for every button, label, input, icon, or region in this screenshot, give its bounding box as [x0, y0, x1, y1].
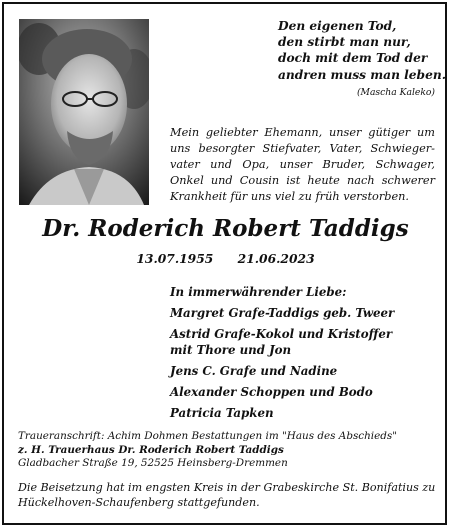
- mourner-entry: Patricia Tapken: [170, 406, 274, 420]
- address-line: Traueranschrift: Achim Dohmen Bestattungen im "Haus des Abschieds": [18, 430, 398, 442]
- quote-line: andren muss man leben.: [278, 67, 446, 82]
- portrait-image: [19, 19, 149, 205]
- address-line: z. H. Trauerhaus Dr. Roderich Robert Taddigs: [18, 443, 284, 456]
- quote-line: Den eigenen Tod,: [278, 19, 397, 33]
- quote-line: doch mit dem Tod der: [278, 51, 428, 66]
- mourner-entry: Astrid Grafe-Kokol und Kristoffer: [170, 327, 393, 341]
- life-dates: [0, 251, 451, 267]
- mourning-address: [18, 430, 397, 471]
- mourner-entry: mit Thore und Jon: [170, 343, 292, 357]
- death-date: 21.06.2023: [237, 251, 315, 266]
- quote-author: (Mascha Kaleko): [356, 87, 435, 98]
- address-line: Gladbacher Straße 19, 52525 Heinsberg-Dremmen: [18, 457, 288, 469]
- quote-line: den stirbt man nur,: [278, 35, 411, 50]
- birth-date: 13.07.1955: [136, 251, 214, 266]
- mourner-entry: Margret Grafe-Taddigs geb. Tweer: [170, 306, 395, 320]
- mourner-entry: Jens C. Grafe und Nadine: [170, 364, 338, 378]
- portrait-photo: [19, 19, 149, 205]
- mourners-heading: In immerwährender Liebe:: [170, 285, 347, 299]
- mourner-entry: Alexander Schoppen und Bodo: [170, 385, 373, 399]
- quote-block: [278, 18, 446, 83]
- mourners-list: [170, 284, 394, 426]
- burial-note: Die Beisetzung hat im engsten Kreis in der Grabeskirche St. Bonifatius zu Hückelhoven-Schaufenberg stattgefunden.: [18, 481, 436, 509]
- deceased-name: Dr. Roderich Robert Taddigs: [42, 215, 409, 242]
- announcement-text: Mein geliebter Ehemann, unser gütiger um uns besorgter Stiefvater, Vater, Schwiegervater und Opa, unser Bruder, Schwager, Onkel und Cousin ist heute nach schwerer Krankheit für uns viel zu früh verstorben.: [170, 126, 435, 203]
